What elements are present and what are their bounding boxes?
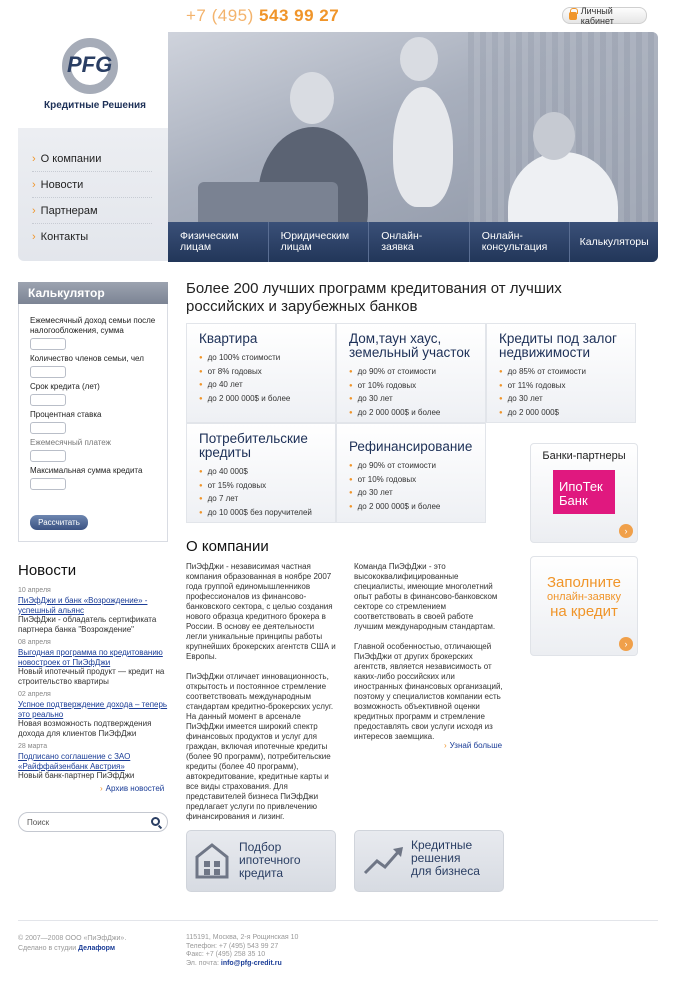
news-link[interactable]: Выгодная программа по кредитованию новостроек от ПиЭфДжи xyxy=(18,648,163,667)
phone-code: +7 (495) xyxy=(186,6,254,25)
footer-copyright: © 2007—2008 ООО «ПиЭфДжи». Сделано в студии Делаформ xyxy=(18,935,127,952)
news-list xyxy=(18,586,168,785)
phone-main: 543 99 27 xyxy=(259,6,340,25)
payment-output xyxy=(30,450,66,462)
main-tabs xyxy=(168,222,658,262)
chevron-right-icon: › xyxy=(32,152,36,165)
about-paragraph: ПиЭфДжи отличает инновационность, открытость и постоянное стремление соответствовать международным стандартам кредитно-брокерских услуг. На данный момент в арсенале ПиЭфДжи имеется широкий спектр финансовых продуктов и услуг для граждан, включая ипотечные кредиты (более 90 программ), потребительские кредиты (более 40 программ), автокредитование, кредитные карты и все виды страхования. Для представителей бизнеса ПиЭфДжи предлагает услуги по привлечению финансирования и лизинг. xyxy=(186,672,334,821)
field-label-rate: Процентная ставка xyxy=(30,410,102,419)
calculator-title: Калькулятор xyxy=(18,282,168,304)
card-text: Подбор ипотечного кредита xyxy=(239,840,301,880)
main-menu xyxy=(32,146,152,250)
email-link[interactable]: info@pfg-credit.ru xyxy=(220,959,282,967)
news-text: Новый ипотечный продукт — кредит на строительство квартиры xyxy=(18,667,165,686)
about-column-right xyxy=(354,562,504,752)
field-label-family: Количество членов семьи, чел xyxy=(30,354,144,363)
house-icon xyxy=(195,843,229,879)
menu-item-label: О компании xyxy=(40,152,102,165)
program-title: Кредиты под залог недвижимости xyxy=(499,331,617,360)
calculate-button[interactable]: Рассчитать xyxy=(30,515,88,530)
phone-number xyxy=(186,6,339,26)
chevron-right-icon: › xyxy=(100,784,103,793)
tab-online-application[interactable]: Онлайн- заявка xyxy=(368,222,469,262)
program-title: Дом,таун хаус, земельный участок xyxy=(349,331,470,360)
business-solutions-card[interactable] xyxy=(354,830,504,892)
tab-legal-entities[interactable]: Юридическим лицам xyxy=(268,222,369,262)
news-date: 28 марта xyxy=(18,743,48,750)
about-paragraph: ПиЭфДжи - независимая частная компания образованная в ноябре 2007 года группой единомышленников профессионалов из финансово-банковского сектора, с целью создания нового образца кредитного брокера в России. В основу ее деятельности легли уникальные принципы работы крупнейших брокерских агентств США и Европы. xyxy=(186,562,336,661)
page-headline: Более 200 лучших программ кредитования от лучших российских и зарубежных банков xyxy=(186,280,562,315)
news-date: 08 апреля xyxy=(18,639,51,646)
field-label-income: Ежемесячный доход семьи после налогообложения, сумма xyxy=(30,316,156,335)
card-text: Кредитные решения для бизнеса xyxy=(411,838,480,878)
field-label-payment: Ежемесячный платеж xyxy=(30,438,112,447)
program-card-consumer[interactable]: Потребительские кредиты ● до 40 000$ ● от 15% годовых ● до 7 лет ● до 10 000$ без поручителей xyxy=(186,423,336,523)
program-title: Потребительские кредиты xyxy=(199,431,308,460)
program-card-secured[interactable]: Кредиты под залог недвижимости ● до 85% от стоимости ● от 11% годовых ● до 30 лет ● до 2 000 000$ xyxy=(486,323,636,423)
list-item xyxy=(18,586,168,634)
news-link[interactable]: Успное подтверждение дохода – теперь это реально xyxy=(18,700,168,719)
list-item xyxy=(18,690,168,738)
mortgage-selection-card[interactable] xyxy=(186,830,336,892)
tab-online-consultation[interactable]: Онлайн- консультация xyxy=(469,222,570,262)
news-link[interactable]: ПиЭфДжи и банк «Возрождение» - успешный альянс xyxy=(18,596,148,615)
arrow-right-icon[interactable]: › xyxy=(619,524,633,538)
about-column-left xyxy=(186,562,336,832)
news-link[interactable]: Подписано соглашение с ЗАО «Райффайзенбанк Австрия» xyxy=(18,752,131,771)
fill-application-banner[interactable] xyxy=(530,556,638,656)
about-title: О компании xyxy=(186,538,269,555)
ipotek-bank-logo: ИпоТек Банк xyxy=(553,470,615,514)
field-label-term: Срок кредита (лет) xyxy=(30,382,100,391)
footer-divider xyxy=(18,920,658,921)
studio-link[interactable]: Делаформ xyxy=(78,945,116,952)
lock-icon xyxy=(569,12,577,20)
program-title: Квартира xyxy=(199,331,258,346)
calculator-form xyxy=(30,312,160,492)
logo-caption: Кредитные Решения xyxy=(44,100,146,111)
footer-contacts: 115191, Москва, 2-я Рощинская 10 Телефон: +7 (495) 543 99 27 Факс: +7 (495) 258 35 10 Эл. почта: info@pfg-credit.ru xyxy=(186,934,299,967)
field-label-max-sum: Максимальная сумма кредита xyxy=(30,466,143,475)
banner-title: Банки-партнеры xyxy=(542,450,626,462)
search-placeholder: Поиск xyxy=(27,817,50,827)
news-text: ПиЭфДжи - обладатель сертификата партнера банка "Возрождение" xyxy=(18,615,157,634)
term-input[interactable] xyxy=(30,394,66,406)
chart-icon xyxy=(363,845,409,877)
search-icon[interactable] xyxy=(151,817,160,826)
income-input[interactable] xyxy=(30,338,66,350)
search-input[interactable] xyxy=(18,812,168,832)
tab-calculators[interactable]: Калькуляторы xyxy=(569,222,658,262)
learn-more-link[interactable]: › Узнай больше xyxy=(444,741,503,750)
news-title: Новости xyxy=(18,562,77,579)
chevron-right-icon: › xyxy=(32,178,36,191)
rate-input[interactable] xyxy=(30,422,66,434)
family-members-input[interactable] xyxy=(30,366,66,378)
about-paragraph: Главной особенностью, отличающей ПиЭфДжи от других брокерских агентств, является независимость от каких-либо российских или иностранных финансовых организаций, поэтому у специалистов компании есть возможность объективной оценки кредитных программ и стремление предоставлять свои услуги исходя из интересов заемщика. xyxy=(354,642,503,741)
logo-text: PFG xyxy=(67,52,113,77)
program-card-refinancing[interactable]: Рефинансирование ● до 90% от стоимости ● от 10% годовых ● до 30 лет ● до 2 000 000$ и более xyxy=(336,423,486,523)
chevron-right-icon: › xyxy=(444,741,447,750)
max-sum-output xyxy=(30,478,66,490)
news-date: 02 апреля xyxy=(18,691,51,698)
list-item xyxy=(18,742,168,781)
program-title: Рефинансирование xyxy=(349,439,473,454)
menu-item-news[interactable] xyxy=(32,172,152,198)
chevron-right-icon: › xyxy=(32,231,36,243)
menu-item-label: Новости xyxy=(40,178,84,191)
menu-item-label: Партнерам xyxy=(40,204,98,217)
news-date: 10 апреля xyxy=(18,587,51,594)
news-archive-link[interactable]: › Архив новостей xyxy=(100,784,165,793)
cabinet-button[interactable] xyxy=(562,7,647,24)
cabinet-label: Личный кабинет xyxy=(580,5,614,26)
menu-item-partners[interactable] xyxy=(32,198,152,224)
menu-item-contacts[interactable] xyxy=(32,224,152,250)
program-card-apartment[interactable]: Квартира ● до 100% стоимости ● от 8% годовых ● до 40 лет ● до 2 000 000$ и более xyxy=(186,323,336,423)
about-paragraph: Команда ПиЭфДжи - это высококвалифицированные специалисты, имеющие многолетний опыт работы в финансово-банковском секторе со стремлением соответствовать в своей работе лучшим международным стандартам. xyxy=(354,562,498,631)
arrow-right-icon[interactable]: › xyxy=(619,637,633,651)
partner-banks-banner[interactable] xyxy=(530,443,638,543)
list-item xyxy=(18,638,168,686)
menu-item-label: Контакты xyxy=(40,231,89,243)
chevron-right-icon: › xyxy=(32,204,36,217)
banner-text: Заполните онлайн-заявку на кредит xyxy=(546,574,621,620)
menu-item-about[interactable] xyxy=(32,146,152,172)
news-text: Новая возможность подтверждения дохода для клиентов ПиЭфДжи xyxy=(18,719,152,738)
tab-individuals[interactable]: Физическим лицам xyxy=(168,222,268,262)
program-card-house[interactable]: Дом,таун хаус, земельный участок ● до 90% от стоимости ● от 10% годовых ● до 30 лет ● до 2 000 000$ и более xyxy=(336,323,486,423)
news-text: Новый банк-партнер ПиЭфДжи xyxy=(18,771,135,780)
